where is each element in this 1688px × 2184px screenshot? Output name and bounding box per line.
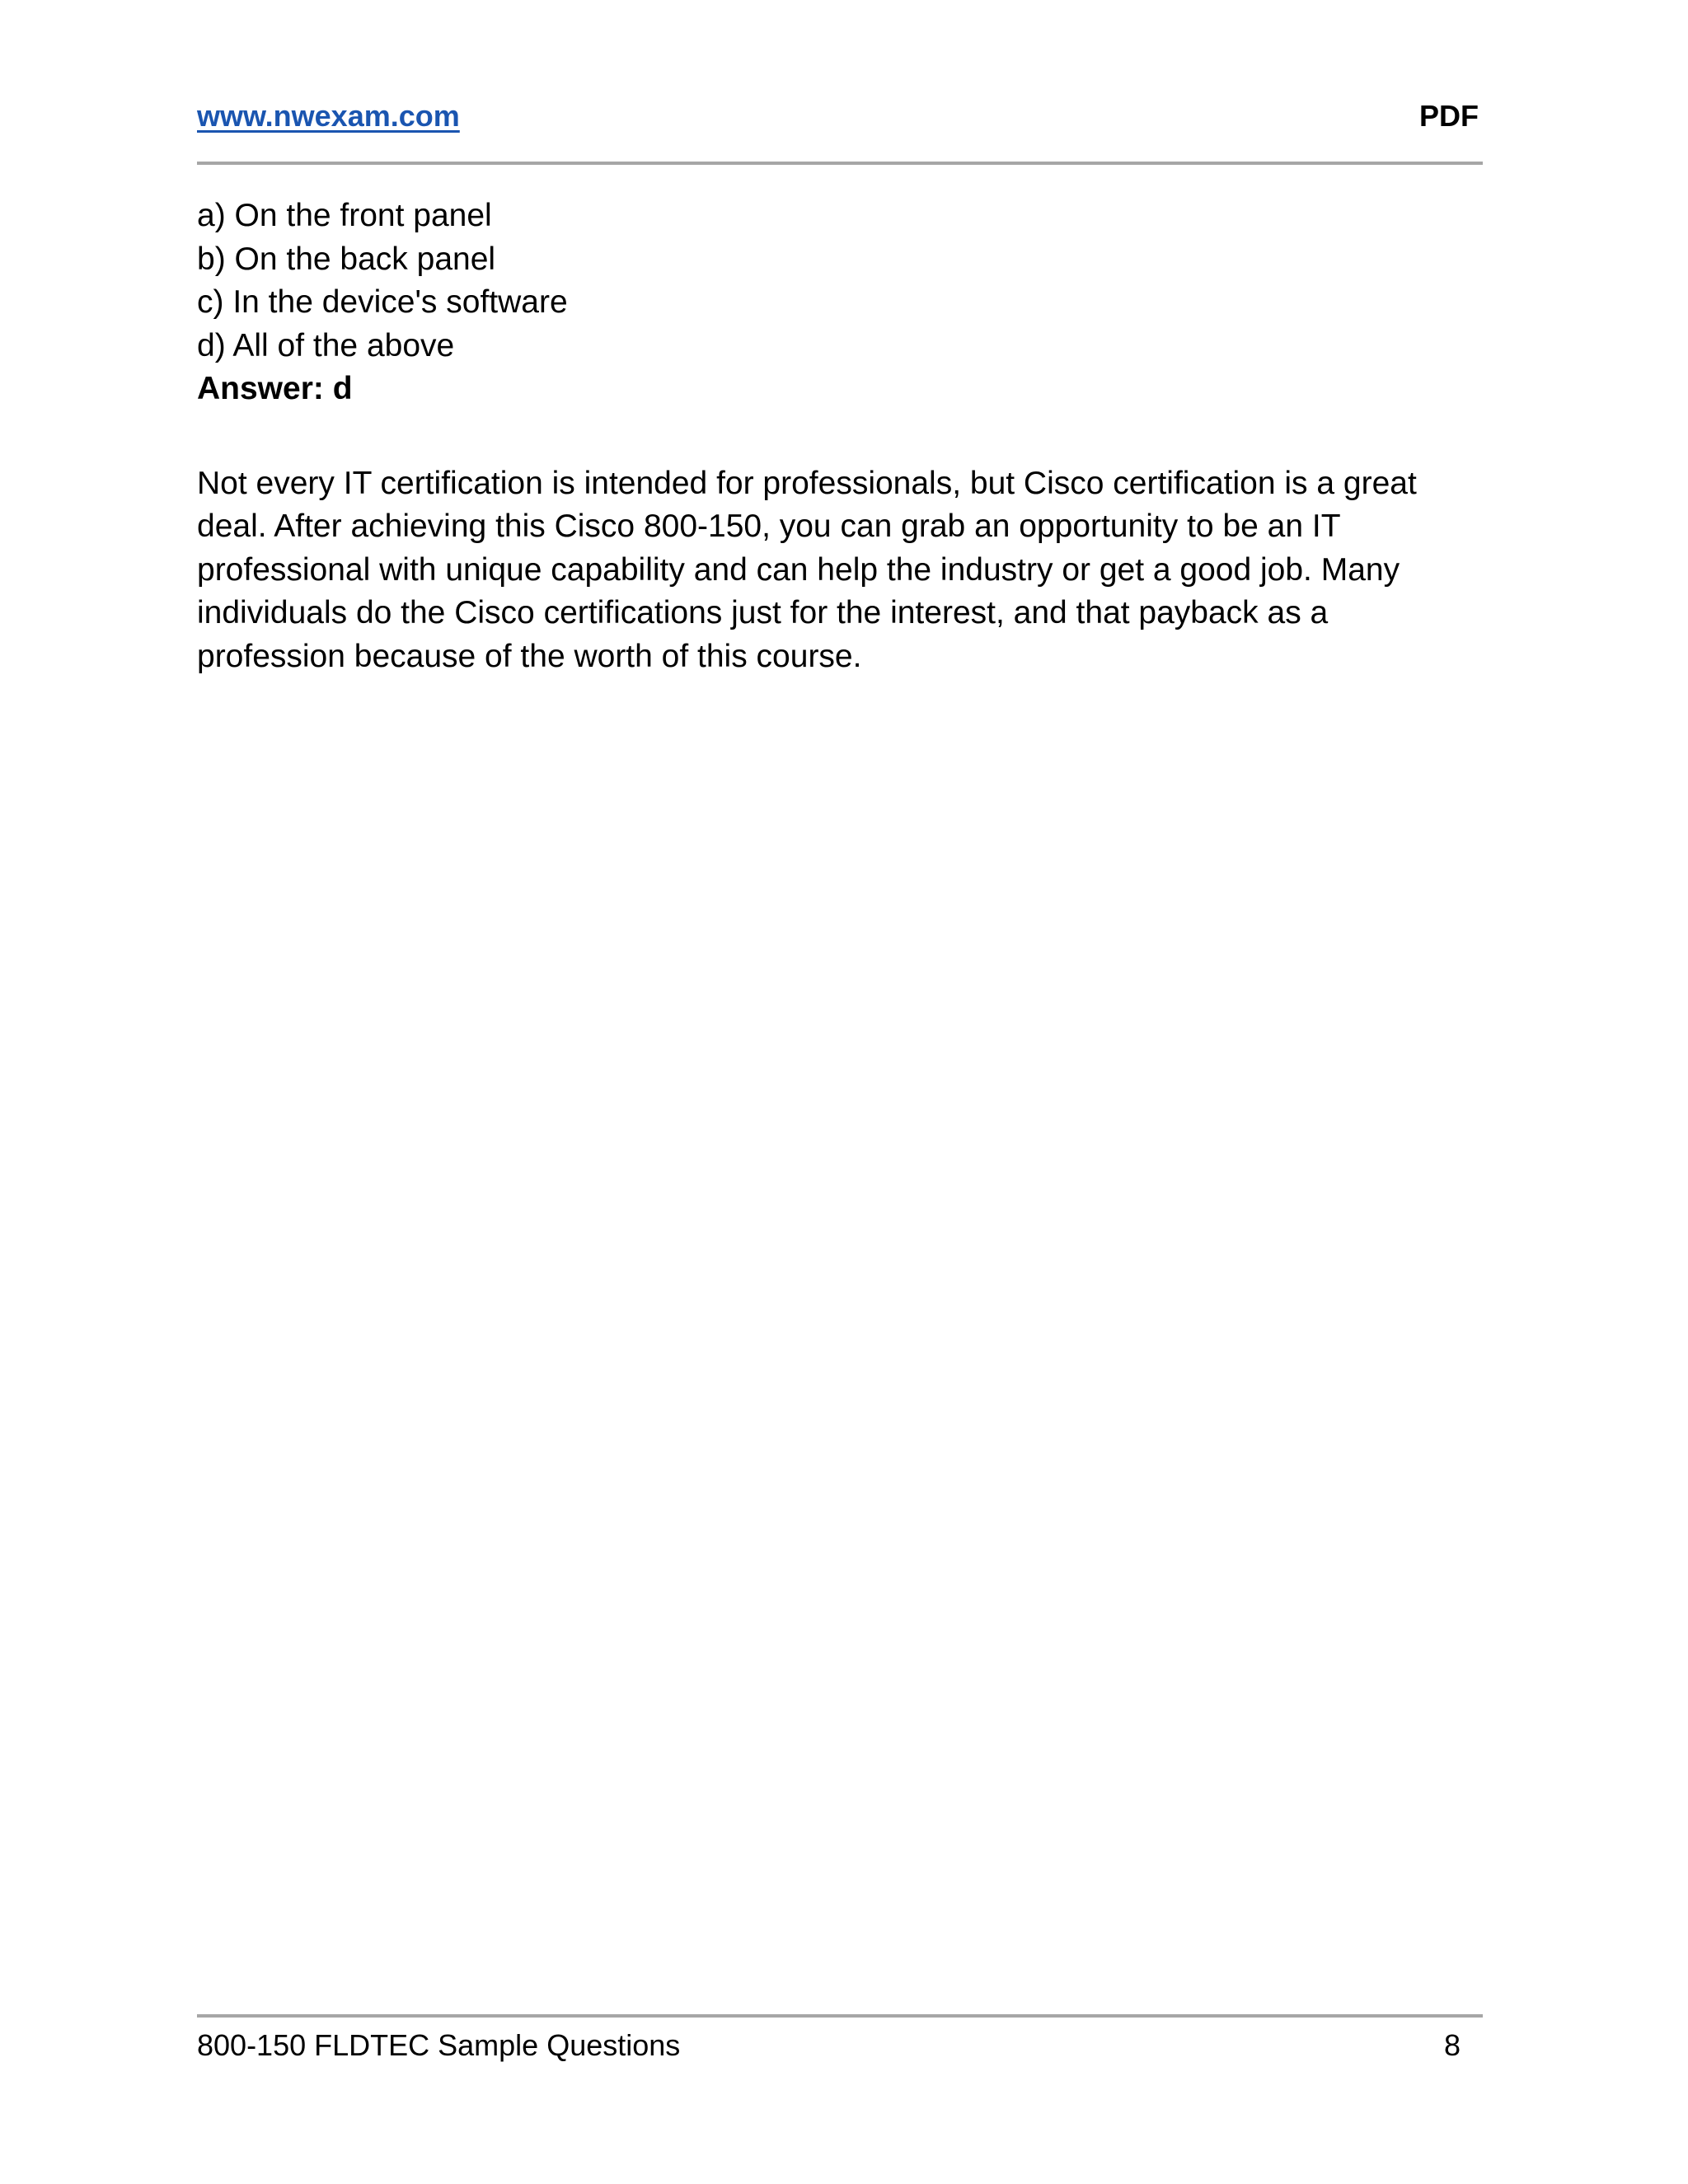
answer-option-d: d) All of the above [197,327,455,363]
header-divider [197,162,1483,165]
page-content [197,194,1483,678]
answer-option-b: b) On the back panel [197,241,496,277]
footer-title: 800-150 FLDTEC Sample Questions [197,2028,681,2062]
header-site-link[interactable]: www.nwexam.com [197,99,460,133]
correct-answer: Answer: d [197,371,353,406]
footer-divider [197,2014,1483,2018]
answer-option-a: a) On the front panel [197,198,492,233]
page-number: 8 [1443,2028,1461,2062]
answer-option-c: c) In the device's software [197,284,568,320]
body-paragraph: Not every IT certification is intended for professionals, but Cisco certification is a great deal. After achieving this Cisco 800-150, you can grab an opportunity to be an IT professional with unique capability and can help the industry or get a good job. Many individuals do the Cisco certifications just for the interest, and that payback as a profession because of the worth of this course. [197,465,1417,674]
header-format-label: PDF [1419,99,1479,133]
